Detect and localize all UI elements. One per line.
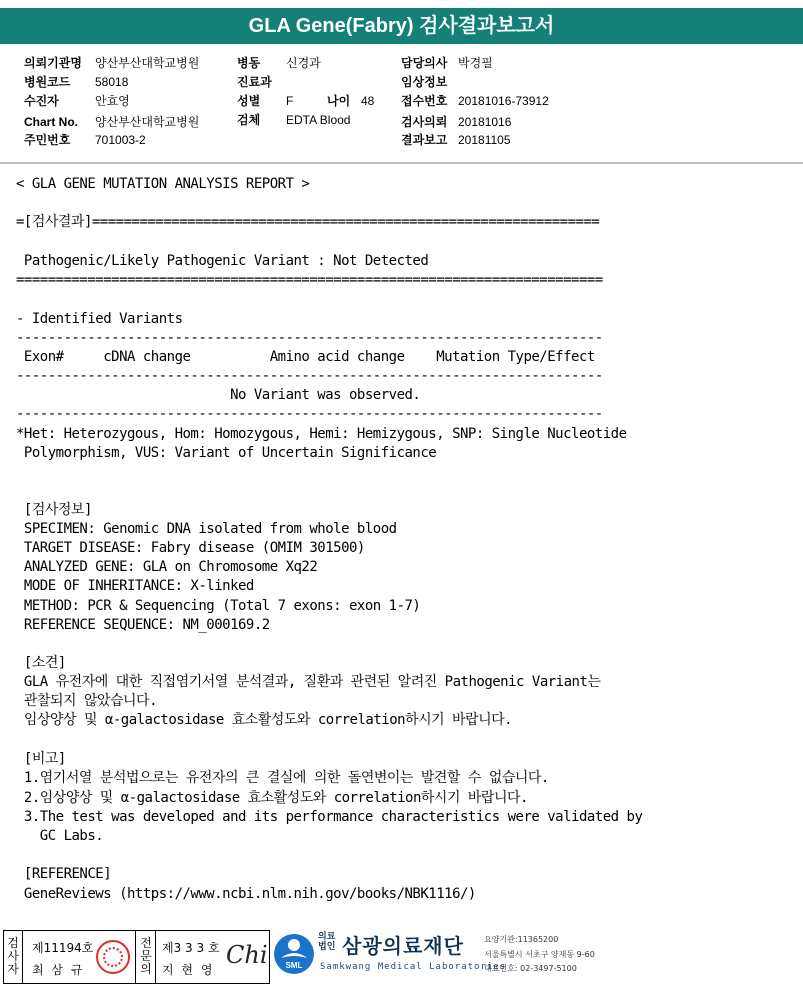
label-specimen: 검체 [237, 113, 261, 127]
table-rule-mid: -------------------------------------------------------------------------- [16, 368, 603, 384]
value-test-requested: 20181016 [458, 115, 512, 129]
label-sex: 성별 [237, 94, 261, 108]
org-name: 삼광의료재단 [342, 934, 464, 958]
test-info-method: METHOD: PCR & Sequencing (Total 7 exons: exon 1-7) [16, 598, 421, 614]
reference-link: GeneReviews (https://www.ncbi.nlm.nih.gov/books/NBK1116/) [16, 886, 476, 902]
findings-line-3: 임상양상 및 α-galactosidase 효소활성도와 correlation하시기 바랍니다. [16, 712, 513, 728]
table-rule-top: -------------------------------------------------------------------------- [16, 330, 603, 346]
remarks-item-1: 1.염기서열 분석법으로는 유전자의 큰 결실에 의한 돌연변이는 발견할 수 없습니다. [16, 770, 549, 786]
value-sex: F [286, 94, 294, 108]
examiner-seal [96, 940, 130, 974]
abbreviation-note-1: *Het: Heterozygous, Hom: Homozygous, Hemi: Hemizygous, SNP: Single Nucleotide [16, 426, 627, 442]
abbreviation-note-2: Polymorphism, VUS: Variant of Uncertain Significance [16, 445, 437, 461]
label-ward: 병동 [237, 56, 261, 70]
value-hospital-code: 58018 [95, 75, 129, 89]
findings-line-1: GLA 유전자에 대한 직접염기서열 분석결과, 질환과 관련된 알려진 Pathogenic Variant는 [16, 674, 601, 690]
divider [22, 931, 23, 983]
org-logo-icon [272, 932, 316, 976]
org-name-english: Samkwang Medical Laboratories [320, 962, 507, 972]
value-resident-number: 701003-2 [95, 133, 146, 147]
identified-variants-heading: - Identified Variants [16, 311, 183, 327]
divider [135, 931, 136, 983]
value-physician: 박경필 [458, 56, 493, 70]
label-patient: 수진자 [24, 94, 59, 108]
findings-line-2: 관찰되지 않았습니다. [16, 693, 158, 709]
label-physician: 담당의사 [401, 56, 448, 70]
specialist-label: 전 문 의 [140, 936, 152, 976]
label-receipt-number: 접수번호 [401, 94, 448, 108]
table-rule-bottom: -------------------------------------------------------------------------- [16, 406, 603, 422]
label-chart-no: Chart No. [24, 115, 78, 129]
value-patient: 안효영 [95, 94, 130, 108]
signature-box [3, 930, 270, 984]
remarks-item-2: 2.임상양상 및 α-galactosidase 효소활성도와 correlation하시기 바랍니다. [16, 790, 528, 806]
remarks-heading: [비고] [16, 751, 66, 767]
value-requesting-institution: 양산부산대학교병원 [95, 56, 200, 70]
test-info-gene: ANALYZED GENE: GLA on Chromosome Xq22 [16, 559, 318, 575]
label-result-reported: 결과보고 [401, 133, 448, 147]
label-test-requested: 검사의뢰 [401, 115, 448, 129]
test-info-disease: TARGET DISEASE: Fabry disease (OMIM 301500) [16, 540, 365, 556]
header-divider [0, 162, 803, 164]
header-info [0, 48, 803, 160]
label-requesting-institution: 의뢰기관명 [24, 56, 82, 70]
examiner-license: 제11194호 [32, 941, 94, 955]
label-hospital-code: 병원코드 [24, 75, 71, 89]
test-info-inheritance: MODE OF INHERITANCE: X-linked [16, 578, 254, 594]
org-code: 요양기관:11365200 [484, 935, 559, 944]
value-receipt-number: 20181016-73912 [458, 94, 549, 108]
value-specimen: EDTA Blood [286, 113, 351, 127]
label-resident-number: 주민번호 [24, 133, 71, 147]
variant-table-header: Exon# cDNA change Amino acid change Mutation Type/Effect [16, 349, 595, 365]
report-footer [0, 928, 803, 988]
value-result-reported: 20181105 [458, 133, 511, 147]
org-prefix: 의료법인 [318, 932, 336, 952]
svg-text:SML: SML [285, 961, 303, 970]
test-info-heading: [검사정보] [16, 502, 92, 518]
specialist-name: 지 현 영 [162, 963, 215, 977]
reference-heading: [REFERENCE] [16, 866, 112, 882]
divider [155, 931, 156, 983]
remarks-item-3: 3.The test was developed and its performance characteristics were validated by [16, 809, 643, 825]
findings-heading: [소견] [16, 655, 66, 671]
label-age: 나이 [327, 94, 351, 108]
test-info-reference-sequence: REFERENCE SEQUENCE: NM_000169.2 [16, 617, 270, 633]
result-rule: ========================================================================== [16, 272, 603, 288]
examiner-name: 최 삼 규 [32, 963, 85, 977]
report-heading: < GLA GENE MUTATION ANALYSIS REPORT > [16, 176, 310, 192]
value-ward: 신경과 [286, 56, 321, 70]
remarks-item-3-cont: GC Labs. [16, 828, 104, 844]
org-phone: 대표번호: 02-3497-5100 [484, 964, 577, 973]
result-section-rule: =[검사결과]================================================================ [16, 214, 600, 230]
variant-table-row: No Variant was observed. [16, 387, 421, 403]
specialist-signature: Chi [226, 941, 268, 969]
test-info-specimen: SPECIMEN: Genomic DNA isolated from whole blood [16, 521, 397, 537]
value-age: 48 [361, 94, 375, 108]
specialist-license: 제3 3 3 호 [162, 941, 220, 955]
value-chart-no: 양산부산대학교병원 [95, 115, 200, 129]
report-title: GLA Gene(Fabry) 검사결과보고서 [0, 8, 803, 44]
result-summary: Pathogenic/Likely Pathogenic Variant : Not Detected [16, 253, 429, 269]
org-address: 서울특별시 서초구 양재동 9-60 [484, 950, 595, 959]
label-clinical-info: 임상정보 [401, 75, 448, 89]
label-department: 진료과 [237, 75, 272, 89]
examiner-label: 검 사 자 [7, 936, 19, 976]
